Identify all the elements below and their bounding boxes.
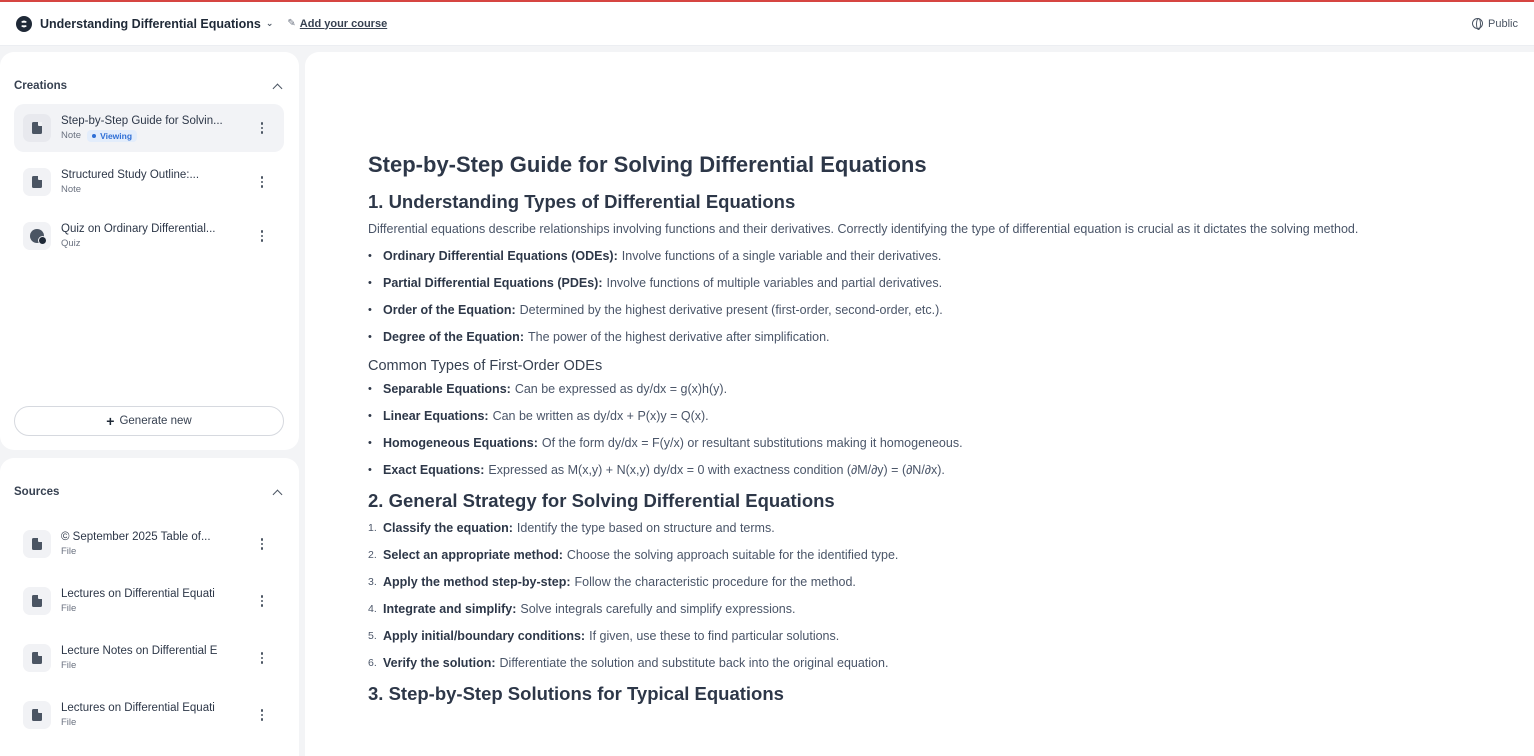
source-title: Lectures on Differential Equati bbox=[61, 588, 215, 600]
list-item: • Linear Equations: Can be written as dy/dx + P(x)y = Q(x). bbox=[368, 409, 709, 423]
source-title: Lecture Notes on Differential E bbox=[61, 645, 218, 657]
list-item: 5. Apply initial/boundary conditions: If given, use these to find particular solutions. bbox=[368, 629, 840, 643]
source-item[interactable] bbox=[14, 577, 284, 625]
section-heading: 2. General Strategy for Solving Differential Equations bbox=[368, 490, 835, 511]
section-intro: Differential equations describe relationships involving functions and their derivatives. Correctly identifying the type of differential equation is crucial as it dictates the solving method. bbox=[368, 222, 1359, 236]
creation-item[interactable] bbox=[14, 212, 284, 260]
visibility-label: Public bbox=[1488, 17, 1518, 30]
bullet-list bbox=[368, 381, 1528, 479]
kebab-menu-icon[interactable] bbox=[254, 174, 270, 190]
list-item: 6. Verify the solution: Differentiate the solution and substitute back into the original equation. bbox=[368, 656, 889, 670]
document-icon bbox=[23, 644, 51, 672]
creation-type: Quiz bbox=[61, 238, 81, 249]
section-heading: 1. Understanding Types of Differential Equations bbox=[368, 191, 796, 212]
app-logo-icon[interactable] bbox=[16, 16, 32, 32]
top-bar bbox=[0, 2, 1534, 46]
kebab-menu-icon[interactable] bbox=[254, 228, 270, 244]
creation-title: Structured Study Outline:... bbox=[61, 169, 200, 181]
creation-title: Quiz on Ordinary Differential... bbox=[61, 223, 216, 235]
source-type: File bbox=[61, 546, 77, 557]
list-item: • Separable Equations: Can be expressed as dy/dx = g(x)h(y). bbox=[368, 382, 728, 396]
list-item: • Exact Equations: Expressed as M(x,y) + N(x,y) dy/dx = 0 with exactness condition (∂M/∂y) = (∂N/∂x). bbox=[368, 463, 945, 477]
creation-title: Step-by-Step Guide for Solvin... bbox=[61, 114, 223, 127]
viewing-badge: Viewing bbox=[87, 130, 137, 142]
creation-type: Note bbox=[61, 184, 82, 195]
subsection-heading: Common Types of First-Order ODEs bbox=[368, 358, 603, 374]
course-selector[interactable] bbox=[40, 17, 273, 31]
document-viewer bbox=[305, 52, 1534, 756]
chevron-up-icon[interactable] bbox=[273, 83, 283, 93]
document-icon bbox=[23, 587, 51, 615]
list-item: 2. Select an appropriate method: Choose the solving approach suitable for the identified type. bbox=[368, 548, 899, 562]
list-item: 3. Apply the method step-by-step: Follow the characteristic procedure for the method. bbox=[368, 575, 856, 589]
creations-header[interactable] bbox=[14, 78, 281, 94]
chevron-down-icon: ⌄ bbox=[265, 18, 274, 28]
kebab-menu-icon[interactable] bbox=[254, 650, 270, 666]
document-icon bbox=[23, 701, 51, 729]
source-type: File bbox=[61, 717, 77, 728]
section-heading: 3. Step-by-Step Solutions for Typical Equations bbox=[368, 683, 784, 704]
kebab-menu-icon[interactable] bbox=[254, 536, 270, 552]
chevron-up-icon[interactable] bbox=[273, 489, 283, 499]
list-item: • Order of the Equation: Determined by the highest derivative present (first-order, second-order, etc.). bbox=[368, 303, 943, 317]
source-title: Lectures on Differential Equati bbox=[61, 702, 215, 714]
document-content bbox=[368, 150, 1528, 713]
visibility-button[interactable] bbox=[1472, 18, 1518, 30]
source-title: © September 2025 Table of... bbox=[61, 531, 211, 543]
source-type: File bbox=[61, 660, 77, 671]
source-item[interactable] bbox=[14, 691, 284, 739]
course-title: Understanding Differential Equations bbox=[40, 16, 261, 31]
sources-header[interactable] bbox=[14, 484, 281, 500]
add-course-label: Add your course bbox=[299, 17, 388, 30]
sources-panel bbox=[0, 458, 299, 756]
creations-title: Creations bbox=[14, 80, 68, 92]
creation-type: Note bbox=[61, 130, 82, 141]
quiz-icon bbox=[23, 222, 51, 250]
bullet-list bbox=[368, 248, 1528, 346]
numbered-list bbox=[368, 520, 1528, 672]
list-item: 1. Classify the equation: Identify the type based on structure and terms. bbox=[368, 521, 775, 535]
globe-icon bbox=[1472, 18, 1483, 29]
generate-new-label: Generate new bbox=[119, 415, 192, 427]
list-item: • Homogeneous Equations: Of the form dy/dx = F(y/x) or resultant substitutions making it homogeneous. bbox=[368, 436, 963, 450]
source-item[interactable] bbox=[14, 634, 284, 682]
source-item[interactable] bbox=[14, 520, 284, 568]
list-item: • Partial Differential Equations (PDEs): Involve functions of multiple variables and partial derivatives. bbox=[368, 276, 943, 290]
document-title: Step-by-Step Guide for Solving Differential Equations bbox=[368, 152, 927, 177]
plus-icon: + bbox=[106, 413, 115, 429]
kebab-menu-icon[interactable] bbox=[254, 120, 270, 136]
list-item: 4. Integrate and simplify: Solve integrals carefully and simplify expressions. bbox=[368, 602, 796, 616]
sources-title: Sources bbox=[14, 486, 60, 498]
source-type: File bbox=[61, 603, 77, 614]
document-icon bbox=[23, 168, 51, 196]
creation-item[interactable] bbox=[14, 158, 284, 206]
kebab-menu-icon[interactable] bbox=[254, 593, 270, 609]
list-item: • Ordinary Differential Equations (ODEs): Involve functions of a single variable and their derivatives. bbox=[368, 249, 942, 263]
creations-panel bbox=[0, 52, 299, 450]
generate-new-button[interactable] bbox=[14, 406, 284, 436]
list-item: • Degree of the Equation: The power of the highest derivative after simplification. bbox=[368, 330, 830, 344]
creation-item[interactable] bbox=[14, 104, 284, 152]
kebab-menu-icon[interactable] bbox=[254, 707, 270, 723]
add-course-link[interactable] bbox=[287, 18, 387, 30]
document-icon bbox=[23, 114, 51, 142]
document-icon bbox=[23, 530, 51, 558]
pencil-icon: ✎ bbox=[287, 18, 296, 29]
